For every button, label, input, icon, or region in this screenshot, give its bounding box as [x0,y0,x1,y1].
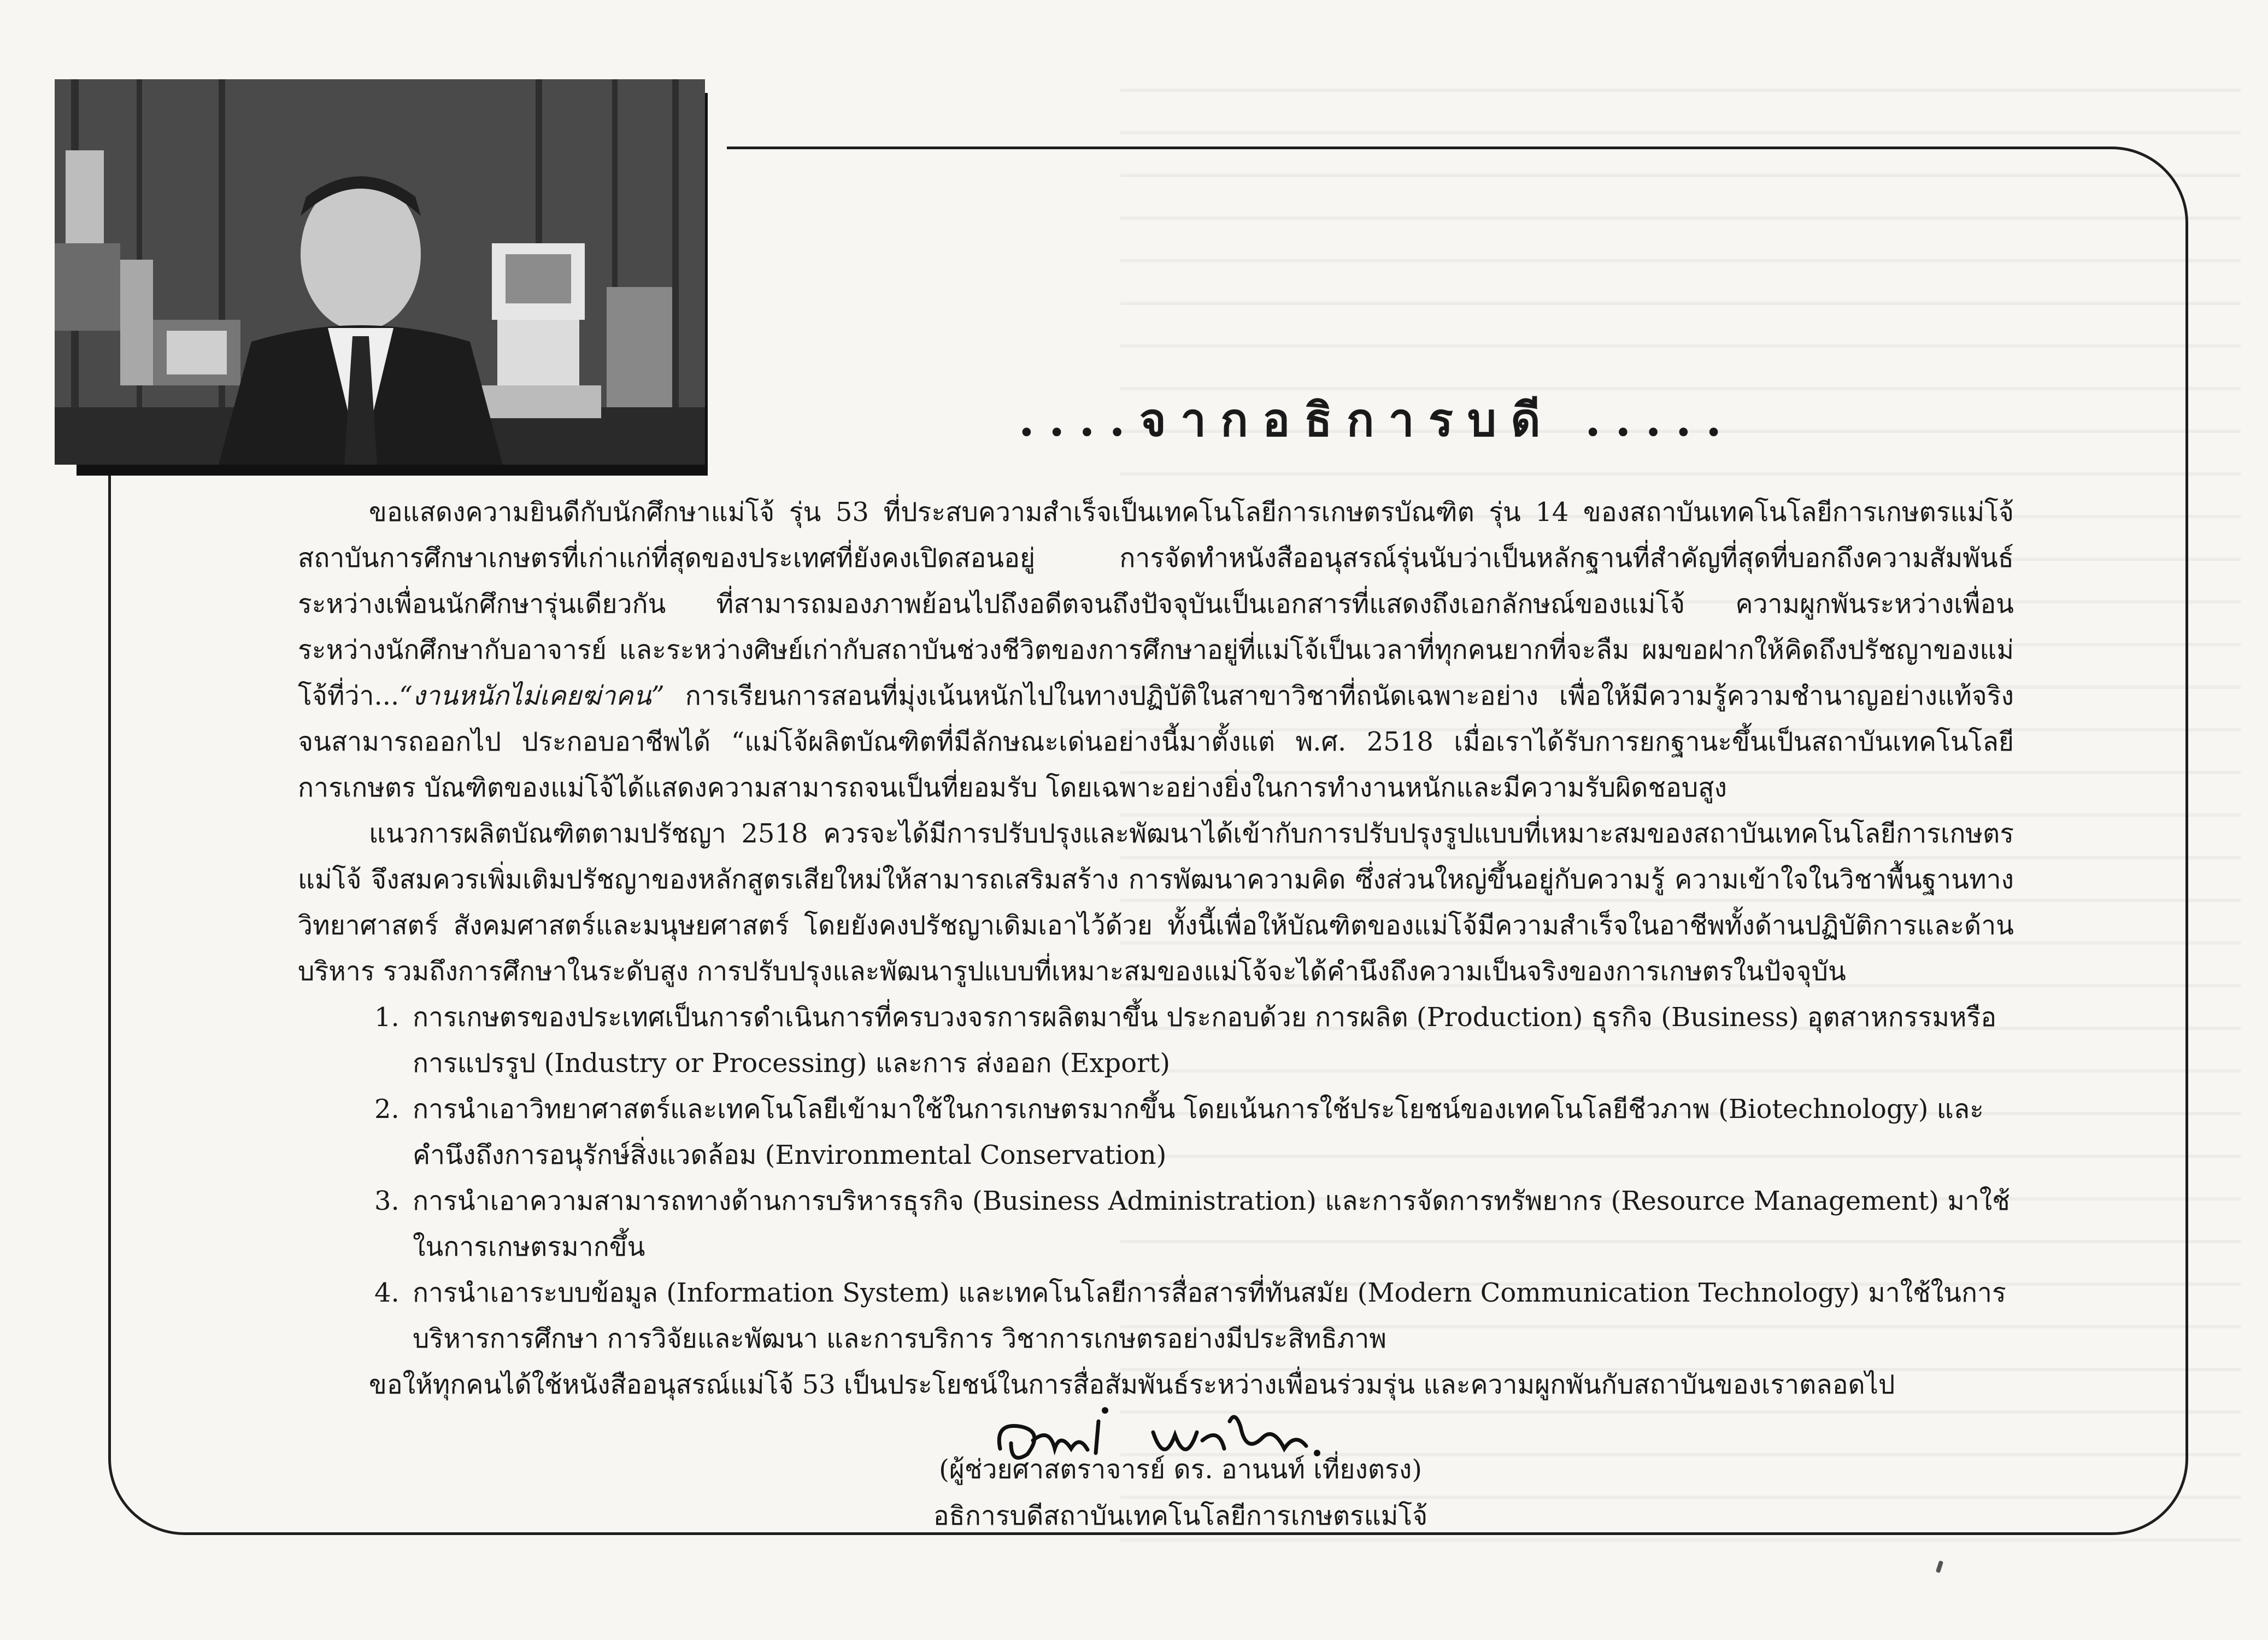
signatory-name: (ผู้ช่วยศาสตราจารย์ ดร. อานนท์ เที่ยงตรง) [939,1454,1422,1485]
list-item-number: 1. [374,1002,399,1033]
list-item [298,1178,2014,1270]
list-item-number: 3. [374,1186,399,1216]
list-item-number: 2. [374,1094,399,1124]
list-item-number: 4. [374,1278,399,1308]
signatory-title: อธิการบดีสถาบันเทคโนโลยีการเกษตรแม่โจ้ [933,1501,1428,1531]
list-item-text: การนำเอาระบบข้อมูล (Information System) และเทคโนโลยีการสื่อสารที่ทันสมัย (Modern Communication Technology) มาใช้ในการบริหารการศึกษา การวิจัยและพัฒนา และการบริการ วิชาการเกษตรอย่างมีประสิทธิภาพ [413,1278,2006,1354]
paragraph-1-continued: การเรียนการสอนที่มุ่งเน้นหนักไปในทางปฏิบัติในสาขาวิชาที่ถนัดเฉพาะอย่าง เพื่อให้มีความรู้ความชำนาญอย่างแท้จริง จนสามารถออกไป ประกอบอาชีพได้ “แม่โจ้ผลิตบัณฑิตที่มีลักษณะเด่นอย่างนี้มาตั้งแต่ พ.ศ. 2518 เมื่อเราได้รับการยกฐานะขึ้นเป็นสถาบันเทคโนโลยีการเกษตร บัณฑิตของแม่โจ้ได้แสดงความสามารถจนเป็นที่ยอมรับ โดยเฉพาะอย่างยิ่งในการทำงานหนักและมีความรับผิดชอบสูง [298,681,2014,803]
numbered-list [298,994,2014,1362]
letter-body [298,489,2014,1408]
paragraph-1 [298,489,2014,811]
portrait-illustration [55,79,705,465]
paragraph-1-text: ขอแสดงความยินดีกับนักศึกษาแม่โจ้ รุ่น 53 ที่ประสบความสำเร็จเป็นเทคโนโลยีการเกษตรบัณฑิต รุ่น 14 ของสถาบันเทคโนโลยีการเกษตรแม่โจ้ สถาบันการศึกษาเกษตรที่เก่าแก่ที่สุดของประเทศที่ยังคงเปิดสอนอยู่ การจัดทำหนังสืออนุสรณ์รุ่นนับว่าเป็นหลักฐานที่สำคัญที่สุดที่บอกถึงความสัมพันธ์ระหว่างเพื่อนนักศึกษารุ่นเดียวกัน ที่สามารถมองภาพย้อนไปถึงอดีตจนถึงปัจจุบันเป็นเอกสารที่แสดงถึงเอกลักษณ์ของแม่โจ้ ความผูกพันระหว่างเพื่อน ระหว่างนักศึกษากับอาจารย์ และระหว่างศิษย์เก่ากับสถาบันช่วงชีวิตของการศึกษาอยู่ที่แม่โจ้เป็นเวลาที่ทุกคนยากที่จะลืม ผมขอฝากให้คิดถึงปรัชญาของแม่โจ้ที่ว่า... [298,497,2014,711]
motto: “งานหนักไม่เคยฆ่าคน” [399,681,665,711]
list-item-text: การนำเอาวิทยาศาสตร์และเทคโนโลยีเข้ามาใช้ในการเกษตรมากขึ้น โดยเน้นการใช้ประโยชน์ของเทคโนโลยีชีวภาพ (Biotechnology) และคำนึงถึงการอนุรักษ์สิ่งแวดล้อม (Environmental Conservation) [413,1094,1984,1170]
paragraph-2: แนวการผลิตบัณฑิตตามปรัชญา 2518 ควรจะได้มีการปรับปรุงและพัฒนาได้เข้ากับการปรับปรุงรูปแบบที่เหมาะสมของสถาบันเทคโนโลยีการเกษตรแม่โจ้ จึงสมควรเพิ่มเติมปรัชญาของหลักสูตรเสียใหม่ให้สามารถเสริมสร้าง การพัฒนาความคิด ซึ่งส่วนใหญ่ขึ้นอยู่กับความรู้ ความเข้าใจในวิชาพื้นฐานทางวิทยาศาสตร์ สังคมศาสตร์และมนุษยศาสตร์ โดยยังคงปรัชญาเดิมเอาไว้ด้วย ทั้งนี้เพื่อให้บัณฑิตของแม่โจ้มีความสำเร็จในอาชีพทั้งด้านปฏิบัติการและด้านบริหาร รวมถึงการศึกษาในระดับสูง การปรับปรุงและพัฒนารูปแบบที่เหมาะสมของแม่โจ้จะได้คำนึงถึงความเป็นจริงของการเกษตรในปัจจุบัน [298,818,2014,987]
page-heading: ....จากอธิการบดี ..... [1018,393,1736,447]
list-item [298,994,2014,1086]
portrait-photo [55,79,705,465]
list-item-text: การเกษตรของประเทศเป็นการดำเนินการที่ครบวงจรการผลิตมาขึ้น ประกอบด้วย การผลิต (Production) ธุรกิจ (Business) อุตสาหกรรมหรือการแปรรูป (Industry or Processing) และการ ส่งออก (Export) [413,1002,1997,1079]
list-item [298,1086,2014,1178]
list-item [298,1270,2014,1362]
closing-paragraph: ขอให้ทุกคนได้ใช้หนังสืออนุสรณ์แม่โจ้ 53 เป็นประโยชน์ในการสื่อสัมพันธ์ระหว่างเพื่อนร่วมรุ่น และความผูกพันกับสถาบันของเราตลอดไป [369,1369,1895,1400]
list-item-text: การนำเอาความสามารถทางด้านการบริหารธุรกิจ (Business Administration) และการจัดการทรัพยากร (Resource Management) มาใช้ในการเกษตรมากขึ้น [413,1186,2010,1262]
paper-speck [1936,1560,1943,1573]
